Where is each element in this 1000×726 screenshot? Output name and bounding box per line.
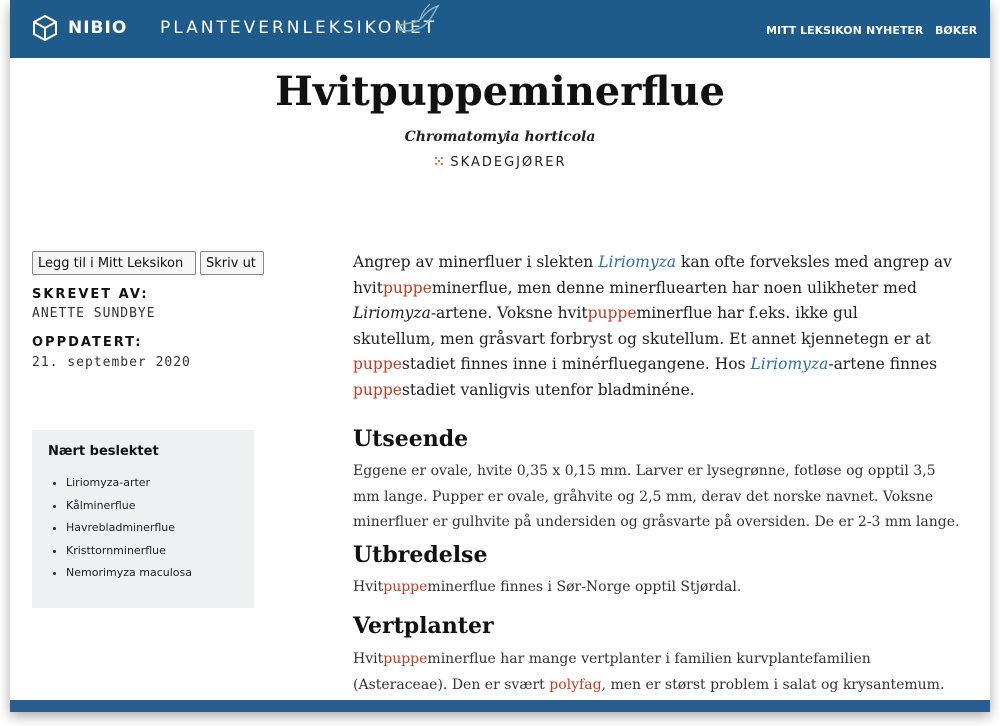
category-text: SKADEGJØRER: [450, 155, 567, 170]
text: -artene. Voksne hvit: [430, 304, 588, 322]
section-heading-utseende: Utseende: [353, 426, 469, 452]
text-line: minerfluer er gulhvite på undersiden og gråsvarte på oversiden. De er 2-3 mm lange.: [353, 514, 960, 530]
text: Angrep av minerfluer i slekten: [353, 253, 599, 271]
intro-line: [353, 276, 973, 302]
latin-name: Chromatomyia horticola: [404, 129, 596, 145]
text: kan ofte forveksles med angrep av: [676, 253, 952, 271]
text: stadiet vanligvis utenfor bladminéne.: [401, 380, 695, 399]
nav-nyheter[interactable]: NYHETER: [866, 24, 924, 37]
intro-line: skutellum, men gråsvart forbryst og skutellum. Et annet kjennetegn er at: [353, 329, 931, 348]
related-item-kristtornminerflue[interactable]: • Kristtornminerflue: [66, 544, 192, 567]
related-title: Nært beslektet: [48, 444, 159, 459]
related-item-kalminerflue[interactable]: • Kålminerflue: [66, 499, 192, 522]
intro-line: [353, 250, 973, 276]
updated-date: 21. september 2020: [32, 355, 191, 370]
author-label: SKREVET AV:: [32, 287, 149, 302]
keyword-puppe[interactable]: puppe: [382, 278, 432, 297]
liriomyza-link[interactable]: Liriomyza: [750, 355, 829, 373]
section-text-vertplanter: [353, 647, 973, 698]
keyword-puppe[interactable]: puppe: [383, 651, 428, 667]
nav-mitt-leksikon[interactable]: MITT LEKSIKON: [766, 24, 862, 37]
page-title: Hvitpuppeminerflue: [275, 68, 725, 115]
page-frame: [10, 0, 990, 710]
author-name[interactable]: ANETTE SUNDBYE: [32, 306, 156, 321]
section-text-utbredelse: [353, 575, 973, 601]
updated-label: OPPDATERT:: [32, 335, 143, 350]
related-box: [32, 430, 254, 608]
add-to-my-lexicon-button[interactable]: Legg til i Mitt Leksikon: [32, 251, 196, 275]
nav-boker[interactable]: BØKER: [935, 24, 978, 37]
related-item-liriomyza[interactable]: • Liriomyza-arter: [66, 476, 192, 499]
text: minerflue har mange vertplanter i familien kurvplantefamilien: [427, 651, 871, 667]
intro-paragraph: [353, 250, 973, 403]
related-item-nemorimyza[interactable]: • Nemorimyza maculosa: [66, 566, 192, 589]
keyword-polyfag[interactable]: polyfag: [549, 676, 602, 693]
intro-line: [353, 301, 973, 327]
section-text-utseende: [353, 459, 973, 536]
section-heading-utbredelse: Utbredelse: [353, 542, 488, 568]
text-line: mm lange. Pupper er ovale, gråhvite og 2,5 mm, derav det norske navnet. Voksne: [353, 488, 934, 505]
keyword-puppe[interactable]: puppe: [353, 355, 402, 373]
bottom-border: [10, 700, 990, 712]
text: hvit: [353, 278, 383, 297]
text: , men er størst problem i salat og krysantemum.: [601, 676, 945, 693]
keyword-puppe[interactable]: puppe: [353, 380, 402, 399]
text: Liriomyza: [353, 304, 431, 322]
brand-name[interactable]: NIBIO: [68, 18, 128, 38]
top-header: [10, 0, 990, 58]
text-line: [353, 575, 973, 601]
text: minerflue har f.eks. ikke gul: [636, 304, 858, 322]
text: minerflue, men denne minerfluearten har noen ulikheter med: [431, 278, 917, 297]
text-line: [353, 673, 973, 699]
bird-icon: [392, 2, 442, 38]
text: Hvit: [353, 651, 384, 667]
text: stadiet finnes inne i minérfluegangene. Hos: [401, 355, 751, 373]
intro-line: [353, 352, 973, 378]
text: (Asteraceae). Den er svært: [353, 676, 550, 693]
keyword-puppe[interactable]: puppe: [383, 579, 428, 595]
text: -artene finnes: [828, 355, 938, 373]
keyword-puppe[interactable]: puppe: [587, 304, 637, 322]
related-list: [48, 476, 192, 589]
nibio-logo-icon[interactable]: [32, 14, 58, 42]
print-button[interactable]: Skriv ut: [200, 251, 264, 275]
related-item-havrebladminerflue[interactable]: • Havrebladminerflue: [66, 521, 192, 544]
site-title[interactable]: PLANTEVERNLEKSIKONET: [160, 18, 438, 38]
text: minerflue finnes i Sør-Norge opptil Stjørdal.: [427, 579, 742, 595]
text-line: [353, 647, 973, 673]
text-line: Eggene er ovale, hvite 0,35 x 0,15 mm. Larver er lysegrønne, fotløse og opptil 3,5: [353, 463, 936, 479]
liriomyza-link[interactable]: Liriomyza: [598, 253, 676, 271]
intro-line: [353, 378, 973, 404]
section-heading-vertplanter: Vertplanter: [353, 613, 494, 639]
text: Hvit: [353, 579, 384, 595]
pest-icon: ⁙: [433, 155, 447, 170]
category-label: [10, 155, 990, 170]
